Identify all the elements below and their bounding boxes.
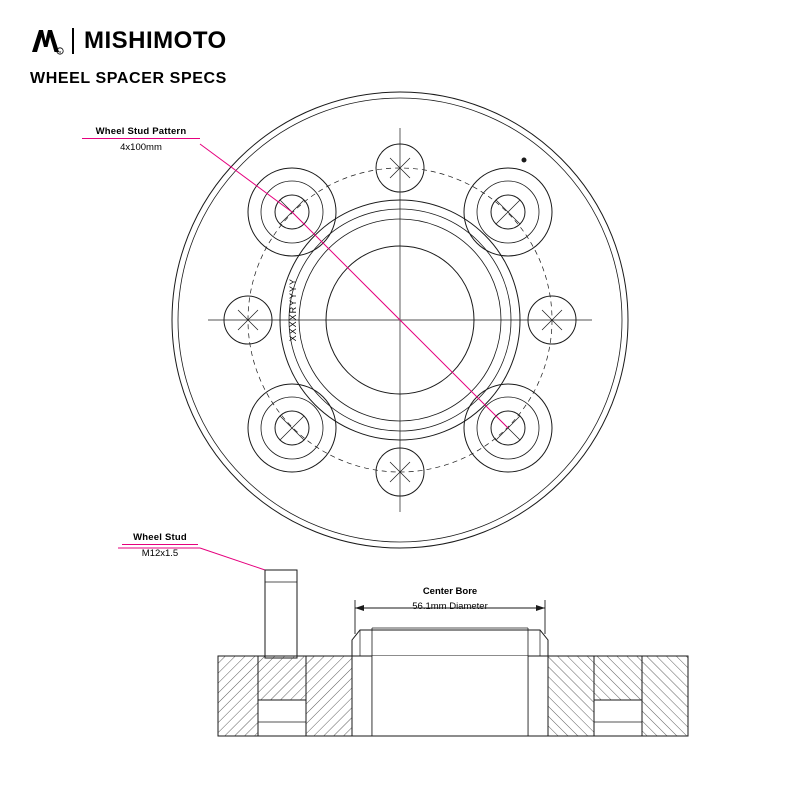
part-marking-text: XXXXRYYYY bbox=[288, 278, 298, 342]
stud-boss bbox=[464, 158, 552, 256]
brand-name: MISHIMOTO bbox=[84, 27, 227, 54]
wheel-spacer-section-view bbox=[218, 570, 688, 736]
leader-wheel-stud bbox=[118, 548, 265, 570]
section-hatch-left bbox=[218, 656, 352, 736]
callout-title: Center Bore bbox=[422, 586, 478, 597]
center-bore-dimension bbox=[355, 600, 545, 634]
page-title: WHEEL SPACER SPECS bbox=[30, 70, 227, 87]
callout-value: 56.1mm Diameter bbox=[412, 601, 488, 612]
stud-boss bbox=[248, 384, 336, 472]
leader-wheel-stud-pattern bbox=[200, 144, 508, 428]
section-hatch-right bbox=[548, 656, 688, 736]
callout-value: M12x1.5 bbox=[141, 548, 179, 559]
callout-title: Wheel Stud Pattern bbox=[95, 126, 187, 137]
callout-value: 4x100mm bbox=[120, 142, 162, 153]
callout-title: Wheel Stud bbox=[133, 532, 187, 543]
svg-text:R: R bbox=[58, 49, 62, 55]
wheel-stud-profile bbox=[265, 570, 297, 658]
